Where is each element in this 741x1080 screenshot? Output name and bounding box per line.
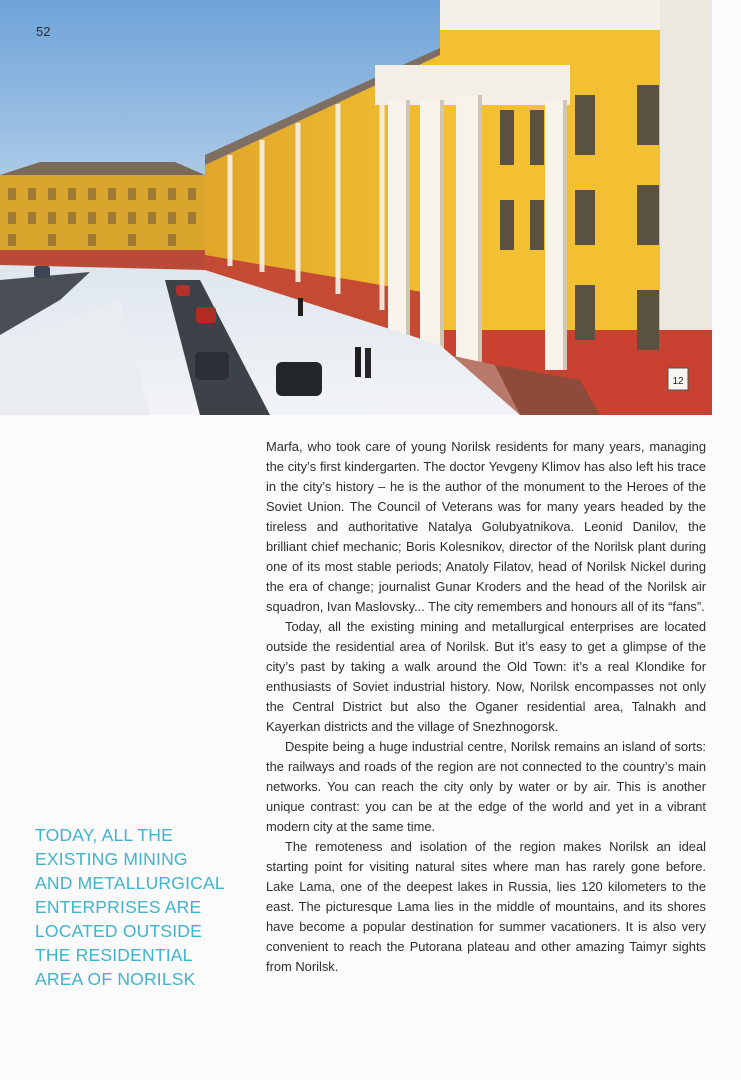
paragraph-1: Marfa, who took care of young Norilsk residents for many years, managing the city’s first kindergarten. The doctor Yevgeny Klimov has also left his trace in the city’s history – he is the author of the monument to the Heroes of the Soviet Union. The Council of Veterans was for many years headed by the tireless and authoritative Natalya Golubyatnikova. Leonid Danilov, the brilliant chief mechanic; Boris Kolesnikov, director of the Norilsk plant during one of its most stable periods; Anatoly Filatov, head of Norilsk Nickel during the era of change; journalist Gunar Kroders and the head of the Norilsk air squadron, Ivan Maslovsky... The city remembers and honours all of its “fans”. (266, 439, 706, 614)
building-number: 12 (672, 376, 684, 387)
paragraph-4: The remoteness and isolation of the region makes Norilsk an ideal starting point for visiting natural sites where man has rarely gone before. Lake Lama, one of the deepest lakes in Russia, lies 120 kilometers to the east. The picturesque Lama lies in the middle of mountains, and its shores have become a popular destination for summer vacationers. It is also very convenient to reach the Putorana plateau and other amazing Taimyr sights from Norilsk. (266, 839, 706, 974)
page-number: 52 (36, 24, 51, 39)
article-body (266, 437, 706, 977)
pull-quote: TODAY, ALL THE EXISTING MINING AND METALLURGICAL ENTERPRISES ARE LOCATED OUTSIDE THE RESIDENTIAL AREA OF NORILSK (35, 825, 225, 989)
paragraph-2: Today, all the existing mining and metallurgical enterprises are located outside the residential area of Norilsk. But it’s easy to get a glimpse of the city’s past by taking a walk around the Old Town: it’s a real Klondike for enthusiasts of Soviet industrial history. Now, Norilsk encompasses not only the Central District but also the Oganer residential area, Talnakh and Kayerkan districts and the village of Snezhnogorsk. (266, 619, 706, 734)
paragraph-3: Despite being a huge industrial centre, Norilsk remains an island of sorts: the railways and roads of the region are not connected to the country’s main networks. You can reach the city only by water or by air. This is another unique contrast: you can be at the edge of the world and yet in a vibrant modern city at the same time. (266, 739, 706, 834)
street-photo (0, 0, 712, 415)
